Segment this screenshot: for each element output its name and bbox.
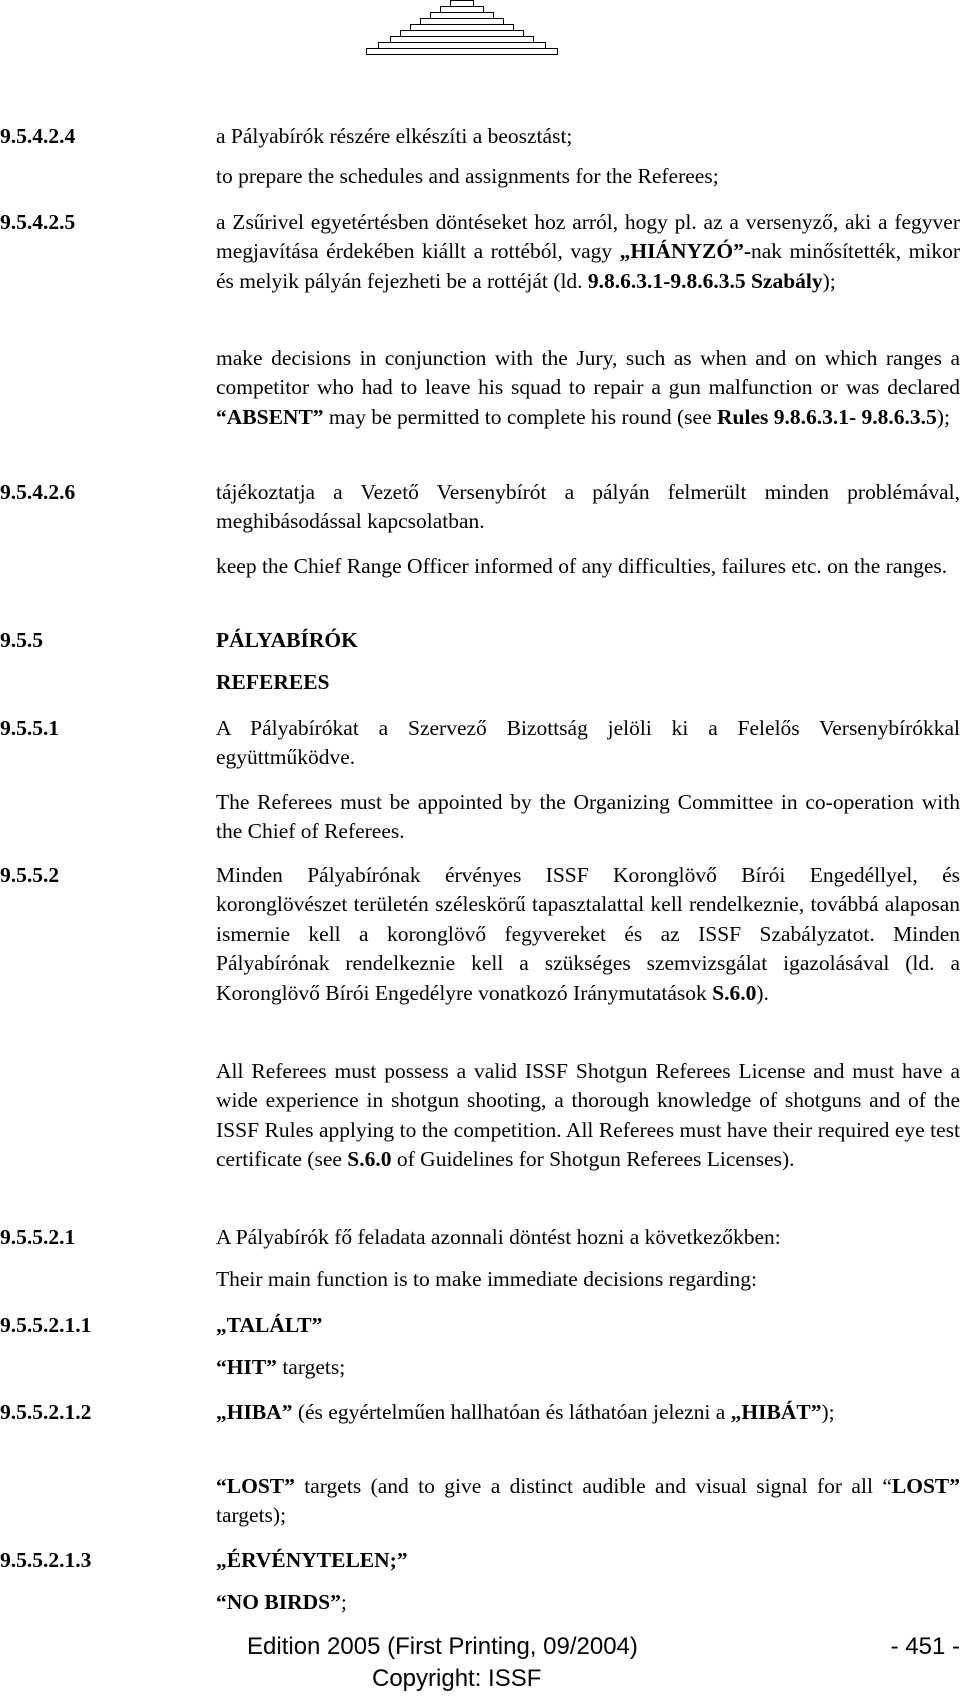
rule-number: 9.5.5.2.1.1: [0, 1313, 92, 1337]
rule-number: 9.5.5.1: [0, 716, 60, 740]
english-text: make decisions in conjunction with the Jury, such as when and on which ranges a competitor who had to leave his squad to repair a gun malfunction or was declared “ABSENT” may be permitted to complete his round (see Rules 9.8.6.3.1- 9.8.6.3.5);: [216, 346, 960, 429]
english-text: “HIT” targets;: [216, 1355, 346, 1379]
hungarian-text: tájékoztatja a Vezető Versenybírót a pályán felmerült minden problémával, meghibásodással kapcsolatban.: [216, 480, 960, 534]
hungarian-text: a Pályabírók részére elkészíti a beosztást;: [216, 124, 573, 148]
section-heading-en: REFEREES: [216, 670, 330, 694]
english-text: to prepare the schedules and assignments for the Referees;: [216, 164, 719, 188]
english-text: “LOST” targets (and to give a distinct audible and visual signal for all “LOST” targets);: [216, 1474, 960, 1528]
rule-number: 9.5.4.2.6: [0, 480, 76, 504]
rule-number: 9.5.4.2.5: [0, 210, 76, 234]
issf-stepped-pyramid-logo: [366, 0, 558, 56]
rule-number: 9.5.5.2: [0, 863, 60, 887]
english-text: The Referees must be appointed by the Organizing Committee in co-operation with the Chief of Referees.: [216, 790, 960, 844]
hungarian-text: A Pályabírók fő feladata azonnali döntést hozni a következőkben:: [216, 1225, 781, 1249]
hungarian-text: „HIBA” (és egyértelműen hallhatóan és láthatóan jelezni a „HIBÁT”);: [216, 1400, 835, 1424]
page-number: - 451 -: [890, 1633, 960, 1660]
english-text: “NO BIRDS”;: [216, 1590, 347, 1614]
section-number: 9.5.5: [0, 628, 43, 652]
copyright-note: Copyright: ISSF: [372, 1665, 542, 1692]
hungarian-text: Minden Pályabírónak érvényes ISSF Koronglövő Bírói Engedéllyel, és koronglövészet területén széleskörű tapasztalattal kell rendelkeznie, továbbá alaposan ismernie kell a koronglövő fegyvereket és az ISSF Szabályzatot. Minden Pályabírónak rendelkeznie kell a szükséges szemvizsgálat igazolásával (ld. a Koronglövő Bírói Engedélyre vonatkozó Iránymutatások S.6.0).: [216, 863, 960, 1005]
edition-note: Edition 2005 (First Printing, 09/2004): [247, 1633, 638, 1660]
rule-number: 9.5.5.2.1.2: [0, 1400, 92, 1424]
hungarian-text: „ÉRVÉNYTELEN;”: [216, 1548, 408, 1572]
hungarian-text: „TALÁLT”: [216, 1313, 323, 1337]
hungarian-text: a Zsűrivel egyetértésben döntéseket hoz arról, hogy pl. az a versenyző, aki a fegyver megjavítása érdekében kiállt a rottéból, vagy „HIÁNYZÓ”-nak minősítették, mikor és melyik pályán fejezheti be a rottéját (ld. 9.8.6.3.1-9.8.6.3.5 Szabály);: [216, 210, 960, 293]
english-text: Their main function is to make immediate decisions regarding:: [216, 1267, 757, 1291]
hungarian-text: A Pályabírókat a Szervező Bizottság jelöli ki a Felelős Versenybírókkal együttműködve.: [216, 716, 960, 770]
english-text: All Referees must possess a valid ISSF Shotgun Referees License and must have a wide experience in shotgun shooting, a thorough knowledge of shotguns and of the ISSF Rules applying to the competition. All Referees must have their required eye test certificate (see S.6.0 of Guidelines for Shotgun Referees Licenses).: [216, 1059, 960, 1172]
rule-number: 9.5.5.2.1.3: [0, 1548, 92, 1572]
rule-number: 9.5.5.2.1: [0, 1225, 76, 1249]
rule-number: 9.5.4.2.4: [0, 124, 76, 148]
english-text: keep the Chief Range Officer informed of any difficulties, failures etc. on the ranges.: [216, 554, 948, 578]
section-heading-hu: PÁLYABÍRÓK: [216, 628, 358, 652]
